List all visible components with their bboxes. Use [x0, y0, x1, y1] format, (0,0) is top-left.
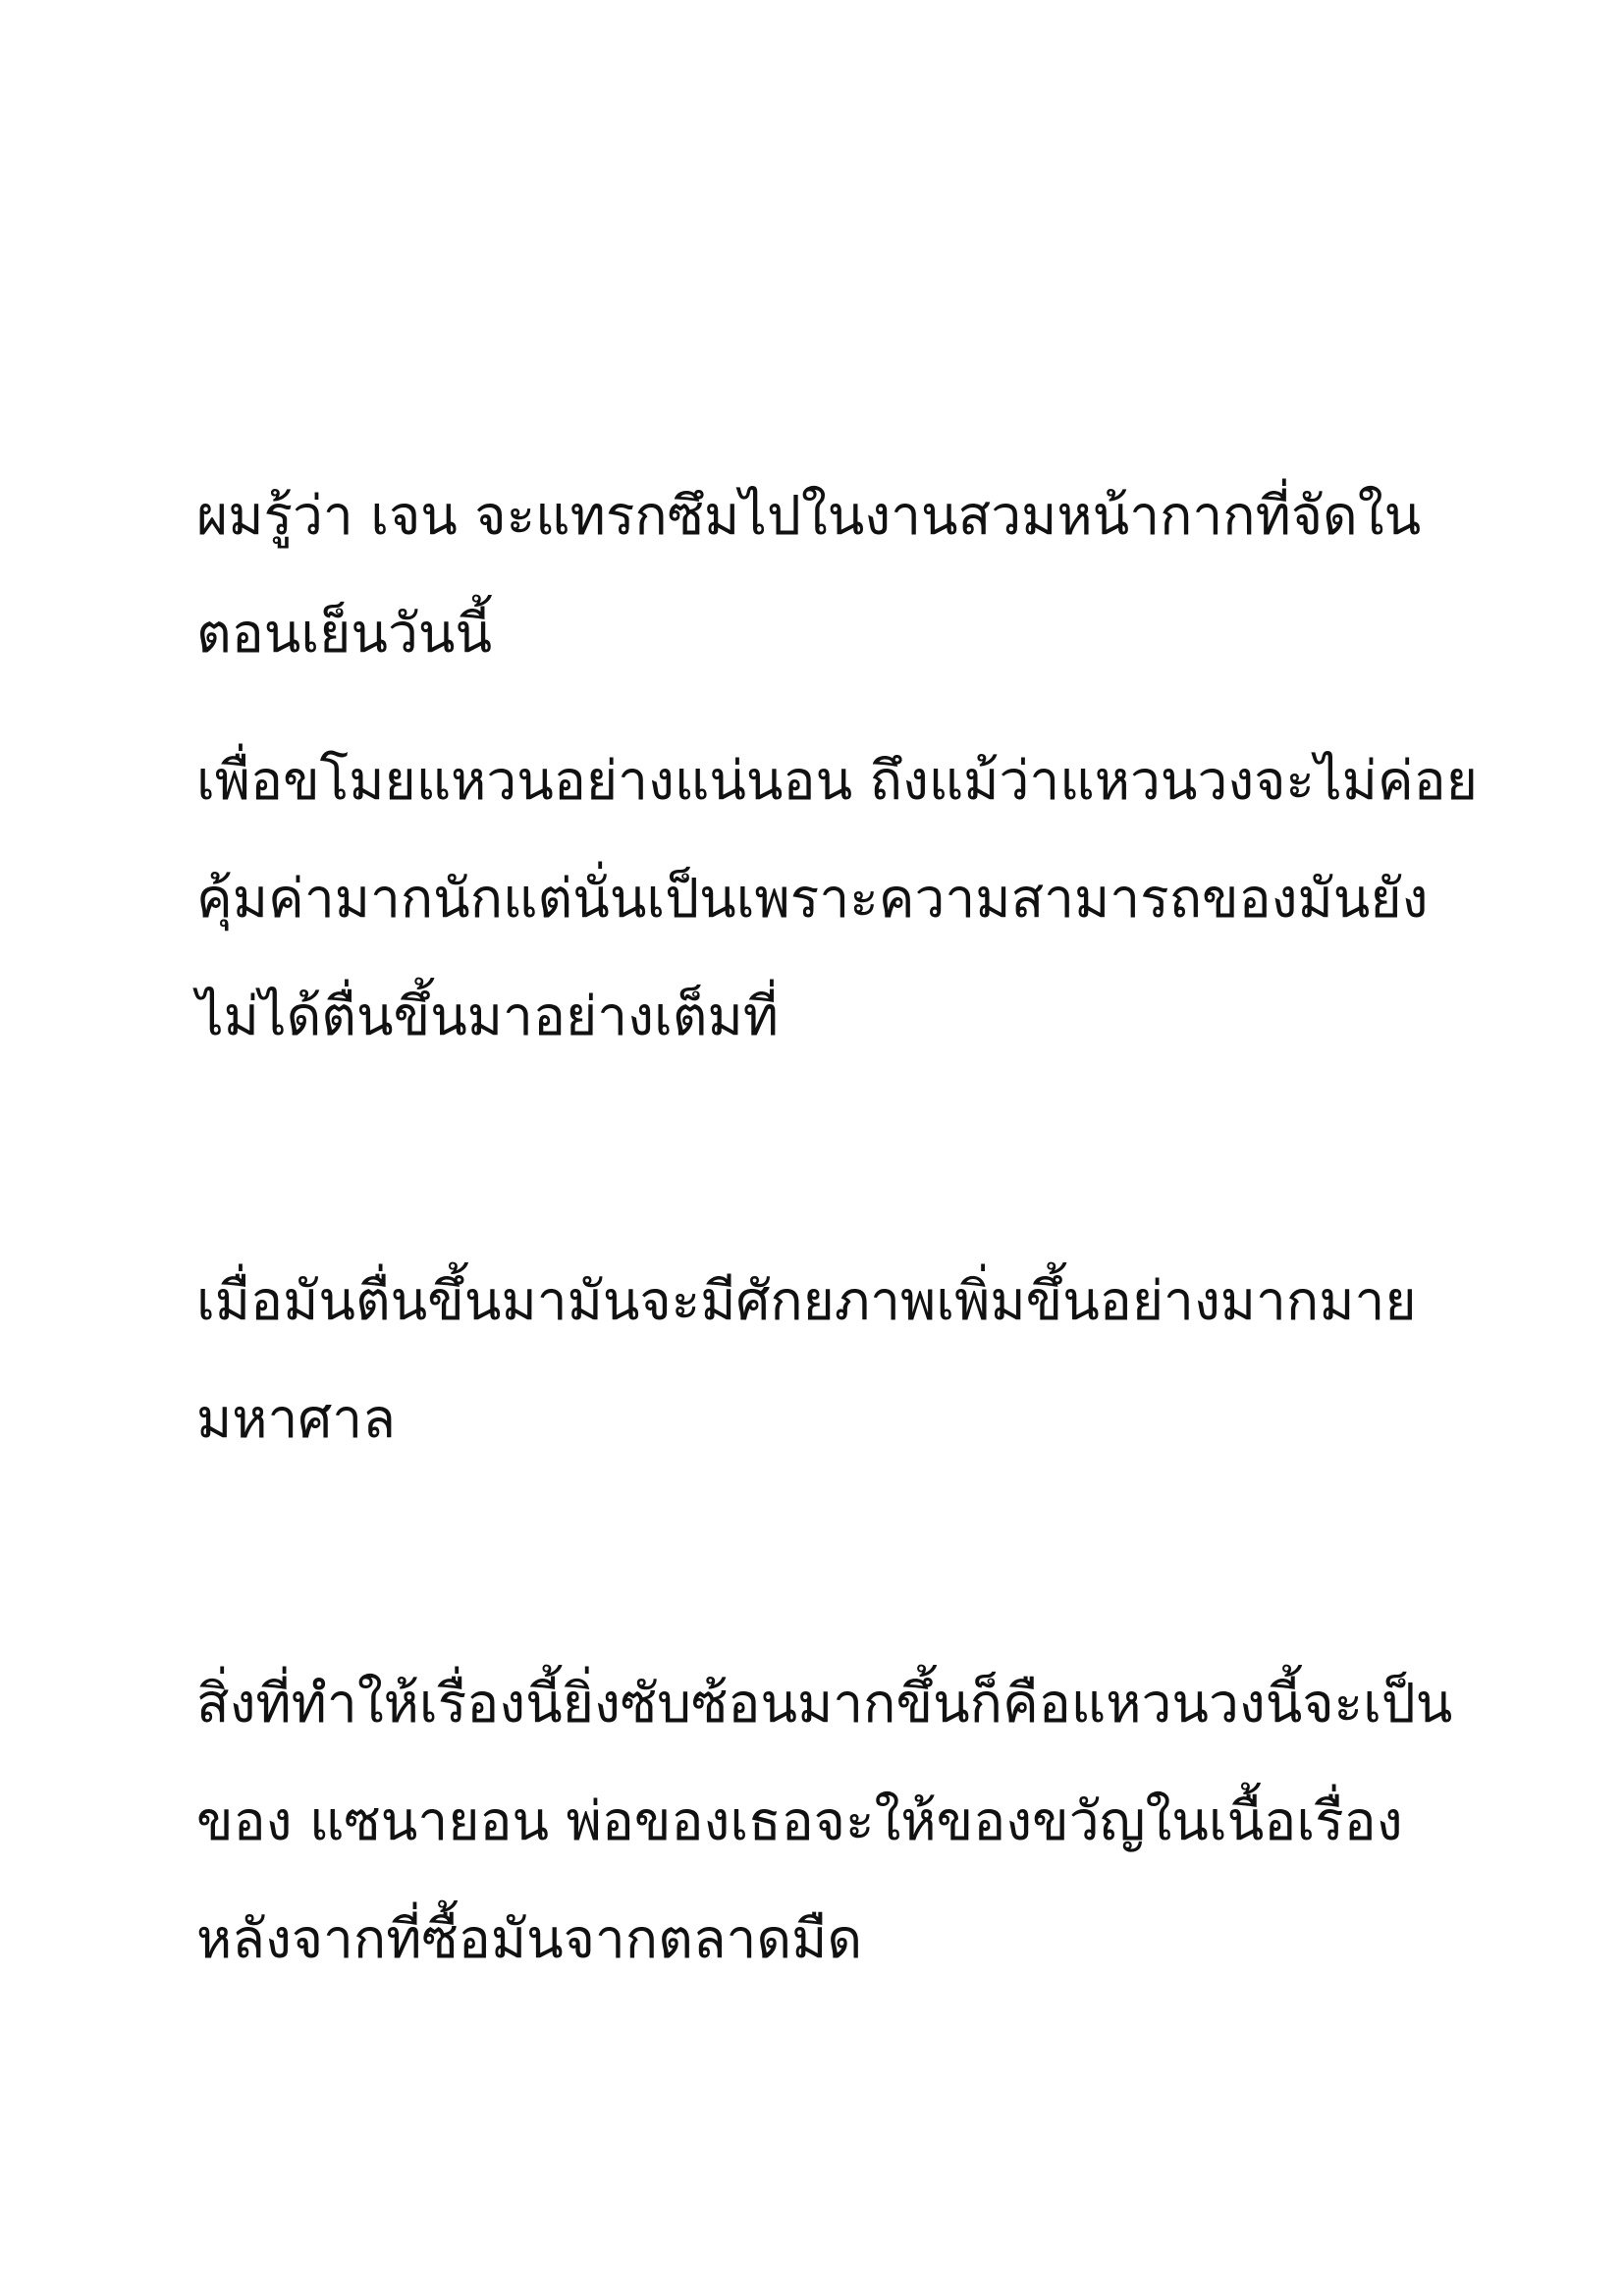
text-line: เพื่อขโมยแหวนอย่างแน่นอน ถึงแม้ว่าแหวนวงจะไม่ค่อย: [196, 749, 1478, 812]
text-line: ตอนเย็นวันนี้: [196, 602, 493, 665]
text-line: หลังจากที่ซื้อมันจากตลาดมืด: [196, 1907, 863, 1970]
text-line: ของ แซนายอน พ่อของเธอจะให้ของขวัญในเนื้อเรื่อง: [196, 1789, 1403, 1852]
text-line: เมื่อมันตื่นขึ้นมามันจะมีศักยภาพเพิ่มขึ้นอย่างมากมาย: [196, 1269, 1417, 1332]
text-line: ผมรู้ว่า เจน จะแทรกซึมไปในงานสวมหน้ากากที่จัดใน: [196, 484, 1422, 547]
text-line: มหาศาล: [196, 1387, 396, 1450]
text-line: ไม่ได้ตื่นขึ้นมาอย่างเต็มที่: [196, 985, 779, 1047]
text-line: สิ่งที่ทำให้เรื่องนี้ยิ่งซับซ้อนมากขึ้นก็คือแหวนวงนี้จะเป็น: [196, 1672, 1453, 1735]
text-line: คุ้มค่ามากนักแต่นั่นเป็นเพราะความสามารถของมันยัง: [196, 867, 1429, 930]
